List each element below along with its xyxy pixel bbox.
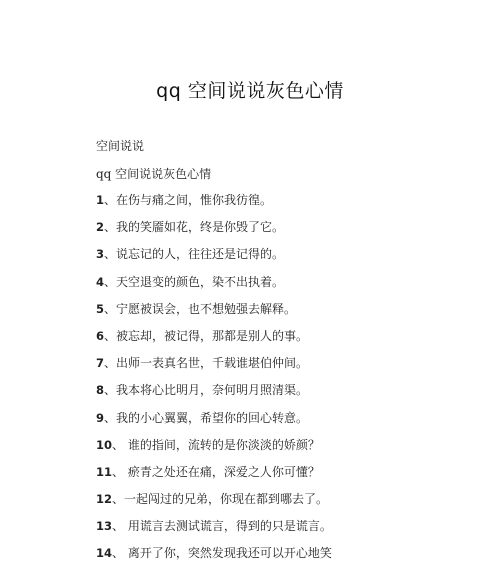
item-text: 、说忘记的人，往往还是记得的。: [104, 247, 285, 262]
item-number: 1: [96, 193, 105, 207]
item-text: 、我的小心翼翼，希望你的回心转意。: [104, 410, 309, 425]
item-text: 、在伤与痛之间，惟你我彷徨。: [104, 193, 273, 207]
list-item: [96, 218, 332, 245]
item-number: 6: [96, 328, 105, 343]
item-text: 、一起闯过的兄弟，你现在都到哪去了。: [112, 492, 329, 507]
item-number: 3: [96, 247, 105, 262]
list-item: [96, 245, 332, 272]
item-text: 、 离开了你，突然发现我还可以开心地笑: [112, 546, 332, 561]
list-item: [96, 191, 332, 218]
list-item: [96, 354, 332, 381]
item-text: 、我的笑靥如花，终是你毁了它。: [104, 220, 285, 235]
item-text: 、出师一表真名世，千载谁堪伯仲间。: [104, 356, 309, 371]
list-item: [96, 517, 332, 544]
item-number: 11: [96, 464, 113, 479]
item-number: 7: [96, 356, 105, 371]
list-item: [96, 381, 332, 408]
item-text: 、我本将心比明月，奈何明月照清渠。: [104, 383, 309, 398]
item-text: 、被忘却，被记得，那都是别人的事。: [104, 328, 309, 343]
list-item: [96, 463, 332, 490]
item-number: 2: [96, 220, 105, 235]
item-text: 、 谁的指间，流转的是你淡淡的娇颜？: [112, 437, 320, 452]
list-item: [96, 409, 332, 436]
item-text: 、天空退变的颜色，染不出执着。: [104, 274, 285, 289]
list-item: [96, 490, 332, 517]
item-number: 9: [96, 410, 105, 425]
quote-list: [96, 191, 332, 572]
list-item: [96, 436, 332, 463]
item-number: 10: [96, 437, 113, 452]
item-text: 、 瘀青之处还在痛，深爱之人你可懂？: [112, 464, 320, 479]
subheading: qq 空间说说灰色心情: [96, 167, 212, 181]
section-label: 空间说说: [96, 139, 145, 153]
item-number: 14: [96, 546, 113, 561]
list-item: [96, 273, 332, 300]
item-number: 8: [96, 383, 105, 398]
item-text: 、 用谎言去测试谎言，得到的只是谎言。: [112, 519, 332, 534]
item-number: 4: [96, 274, 105, 289]
item-text: 、宁愿被误会，也不想勉强去解释。: [104, 301, 297, 316]
page-title: qq 空间说说灰色心情: [156, 80, 344, 102]
item-number: 5: [96, 301, 105, 316]
list-item: [96, 327, 332, 354]
item-number: 13: [96, 519, 113, 534]
item-number: 12: [96, 492, 113, 507]
list-item: [96, 544, 332, 571]
list-item: [96, 300, 332, 327]
